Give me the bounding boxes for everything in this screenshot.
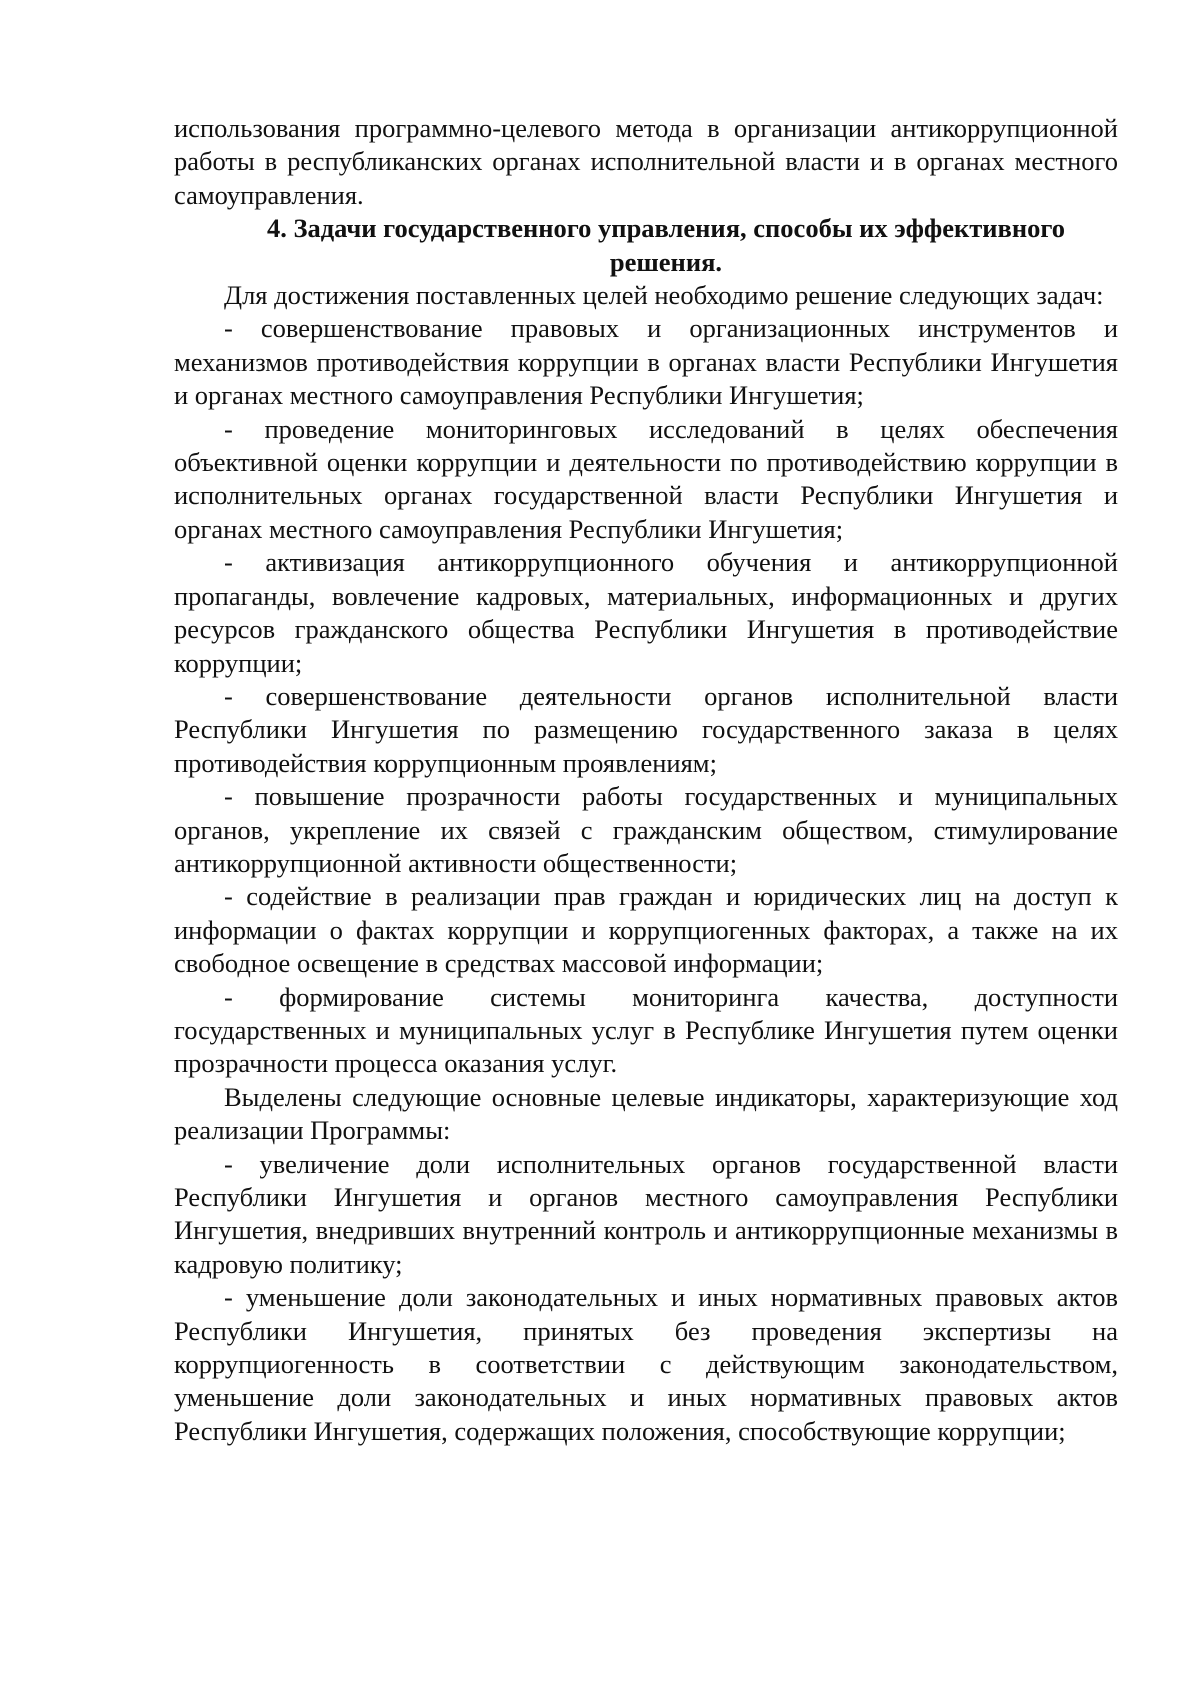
- section-heading: 4. Задачи государственного управления, способы их эффективного решения.: [266, 213, 1066, 277]
- task-item: - повышение прозрачности работы государственных и муниципальных органов, укрепление их связей с гражданским обществом, стимулирование антикоррупционной активности общественности;: [174, 781, 1118, 878]
- document-page: [174, 112, 1118, 1448]
- tasks-intro-paragraph: Для достижения поставленных целей необходимо решение следующих задач:: [224, 280, 1104, 311]
- indicators-intro-paragraph: Выделены следующие основные целевые индикаторы, характеризующие ход реализации Программы:: [174, 1081, 1118, 1146]
- task-item: - активизация антикоррупционного обучения и антикоррупционной пропаганды, вовлечение кадровых, материальных, информационных и других ресурсов гражданского общества Республики Ингушетия в противодействие коррупции;: [174, 547, 1118, 678]
- task-item: - совершенствование деятельности органов исполнительной власти Республики Ингушетия по размещению государственного заказа в целях противодействия коррупционным проявлениям;: [174, 680, 1118, 778]
- indicator-item: - увеличение доли исполнительных органов государственной власти Республики Ингушетия и органов местного самоуправления Республики Ингушетия, внедривших внутренний контроль и антикоррупционные механизмы в кадровую политику;: [174, 1148, 1118, 1279]
- task-item: - совершенствование правовых и организационных инструментов и механизмов противодействия коррупции в органах власти Республики Ингушетия и органах местного самоуправления Республики Ингушетия;: [174, 313, 1118, 411]
- task-item: - содействие в реализации прав граждан и юридических лиц на доступ к информации о фактах коррупции и коррупциогенных факторах, а также на их свободное освещение в средствах массовой информации;: [174, 881, 1118, 979]
- intro-paragraph: использования программно-целевого метода в организации антикоррупционной работы в республиканских органах исполнительной власти и в органах местного самоуправления.: [174, 113, 1118, 210]
- indicator-item: - уменьшение доли законодательных и иных нормативных правовых актов Республики Ингушетия, принятых без проведения экспертизы на коррупциогенность в соответствии с действующим законодательством, уменьшение доли законодательных и иных нормативных правовых актов Республики Ингушетия, содержащих положения, способствующие коррупции;: [174, 1282, 1118, 1446]
- task-item: - формирование системы мониторинга качества, доступности государственных и муниципальных услуг в Республике Ингушетия путем оценки прозрачности процесса оказания услуг.: [174, 981, 1118, 1079]
- task-item: - проведение мониторинговых исследований в целях обеспечения объективной оценки коррупции и деятельности по противодействию коррупции в исполнительных органах государственной власти Республики Ингушетия и органах местного самоуправления Республики Ингушетия;: [174, 413, 1118, 544]
